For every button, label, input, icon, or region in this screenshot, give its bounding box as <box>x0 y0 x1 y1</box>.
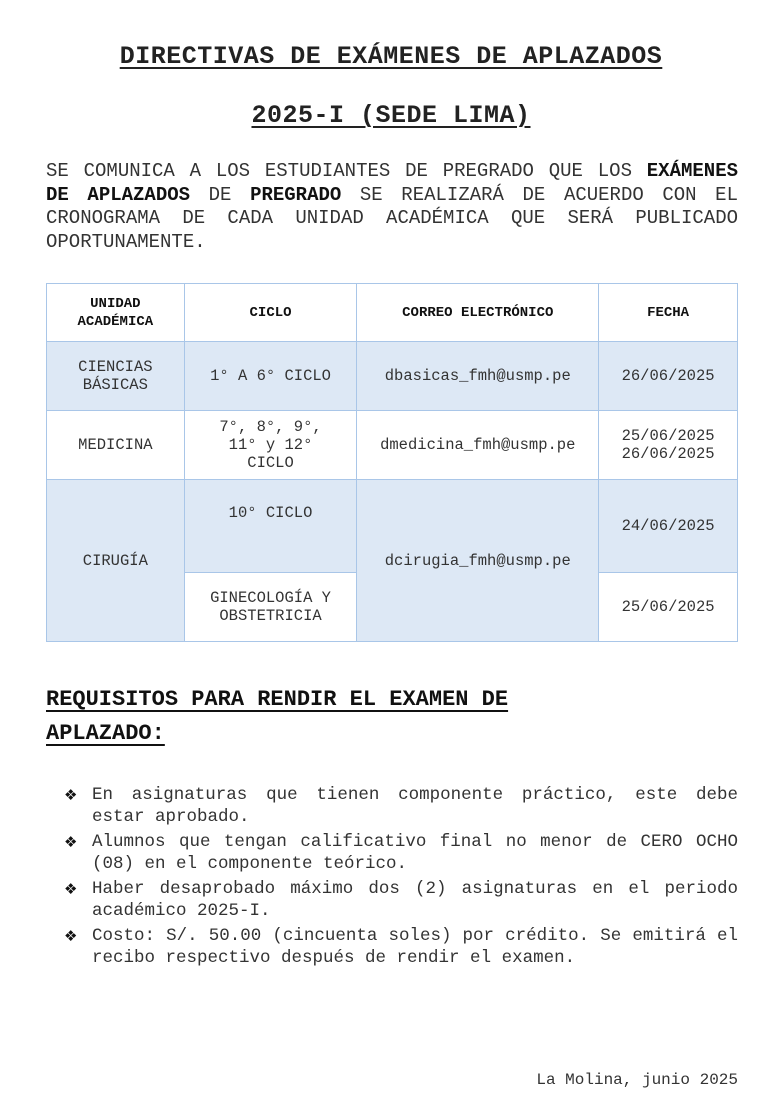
table-row <box>47 411 738 480</box>
footer-date: La Molina, junio 2025 <box>536 1071 738 1089</box>
unidad-line2: BÁSICAS <box>82 376 148 394</box>
cell-ciclo: 1° A 6° CICLO <box>184 342 357 411</box>
intro-bold-2: PREGRADO <box>250 183 342 206</box>
cell-fecha <box>599 411 738 480</box>
header-fecha: FECHA <box>599 284 738 342</box>
title-line-2: 2025-I (SEDE LIMA) <box>251 101 531 130</box>
cell-fecha: 25/06/2025 <box>599 573 738 642</box>
requirement-text: En asignaturas que tienen componente práctico, este debe estar aprobado. <box>92 785 738 827</box>
cell-correo: dcirugia_fmh@usmp.pe <box>357 480 599 642</box>
intro-text-3: SE REALIZARÁ DE ACUERDO CON EL CRONOGRAMA DE CADA UNIDAD ACADÉMICA QUE SERÁ PUBLICADO OPORTUNAMENTE. <box>46 183 738 253</box>
cell-unidad: MEDICINA <box>47 411 185 480</box>
table-header-row <box>47 284 738 342</box>
header-ciclo: CICLO <box>184 284 357 342</box>
cell-ciclo <box>184 573 357 642</box>
cell-ciclo: 10° CICLO <box>184 480 357 573</box>
header-correo: CORREO ELECTRÓNICO <box>357 284 599 342</box>
list-item <box>46 832 738 875</box>
schedule-table <box>46 283 738 642</box>
requirement-text: Haber desaprobado máximo dos (2) asignaturas en el periodo académico 2025-I. <box>92 879 738 921</box>
page-subtitle <box>0 101 782 131</box>
ciclo-line1: 7°, 8°, 9°, <box>219 418 322 436</box>
requirement-text: Costo: S/. 50.00 (cincuenta soles) por crédito. Se emitirá el recibo respectivo después de rendir el examen. <box>92 926 738 968</box>
page-title <box>0 42 782 72</box>
cell-unidad: CIRUGÍA <box>47 480 185 642</box>
list-item <box>46 879 738 922</box>
fecha-line1: 25/06/2025 <box>621 427 715 445</box>
cell-correo: dbasicas_fmh@usmp.pe <box>357 342 599 411</box>
requirements-title <box>46 683 646 751</box>
ciclo-line2: 11° y 12° <box>228 436 313 454</box>
header-unidad-line2: ACADÉMICA <box>77 313 154 330</box>
header-unidad-line1: UNIDAD <box>90 295 141 312</box>
intro-bold-1: EXÁMENES DE APLAZADOS <box>46 160 738 206</box>
diamond-bullet-icon: ❖ <box>64 927 78 945</box>
cell-correo: dmedicina_fmh@usmp.pe <box>357 411 599 480</box>
cell-unidad <box>47 342 185 411</box>
cell-fecha: 24/06/2025 <box>599 480 738 573</box>
diamond-bullet-icon: ❖ <box>64 786 78 804</box>
requirements-list <box>46 785 738 973</box>
ciclo-line3: CICLO <box>247 454 294 472</box>
fecha-line2: 26/06/2025 <box>621 445 715 463</box>
diamond-bullet-icon: ❖ <box>64 880 78 898</box>
requirements-title-line1: REQUISITOS PARA RENDIR EL EXAMEN DE <box>46 687 509 712</box>
ciclo-line1: GINECOLOGÍA Y <box>210 589 331 607</box>
intro-text-2: DE <box>190 183 251 206</box>
requirements-title-line2: APLAZADO: <box>46 721 165 746</box>
intro-paragraph <box>46 160 738 254</box>
unidad-line1: CIENCIAS <box>78 358 153 376</box>
requirement-text: Alumnos que tengan calificativo final no menor de CERO OCHO (08) en el componente teórico. <box>92 832 738 874</box>
cell-fecha: 26/06/2025 <box>599 342 738 411</box>
list-item <box>46 926 738 969</box>
cell-ciclo <box>184 411 357 480</box>
title-line-1: DIRECTIVAS DE EXÁMENES DE APLAZADOS <box>119 42 663 71</box>
list-item <box>46 785 738 828</box>
table-row <box>47 342 738 411</box>
ciclo-line2: OBSTETRICIA <box>219 607 322 625</box>
intro-text-1: SE COMUNICA A LOS ESTUDIANTES DE PREGRADO QUE LOS <box>46 160 647 182</box>
diamond-bullet-icon: ❖ <box>64 833 78 851</box>
table-row <box>47 480 738 573</box>
header-unidad <box>47 284 185 342</box>
